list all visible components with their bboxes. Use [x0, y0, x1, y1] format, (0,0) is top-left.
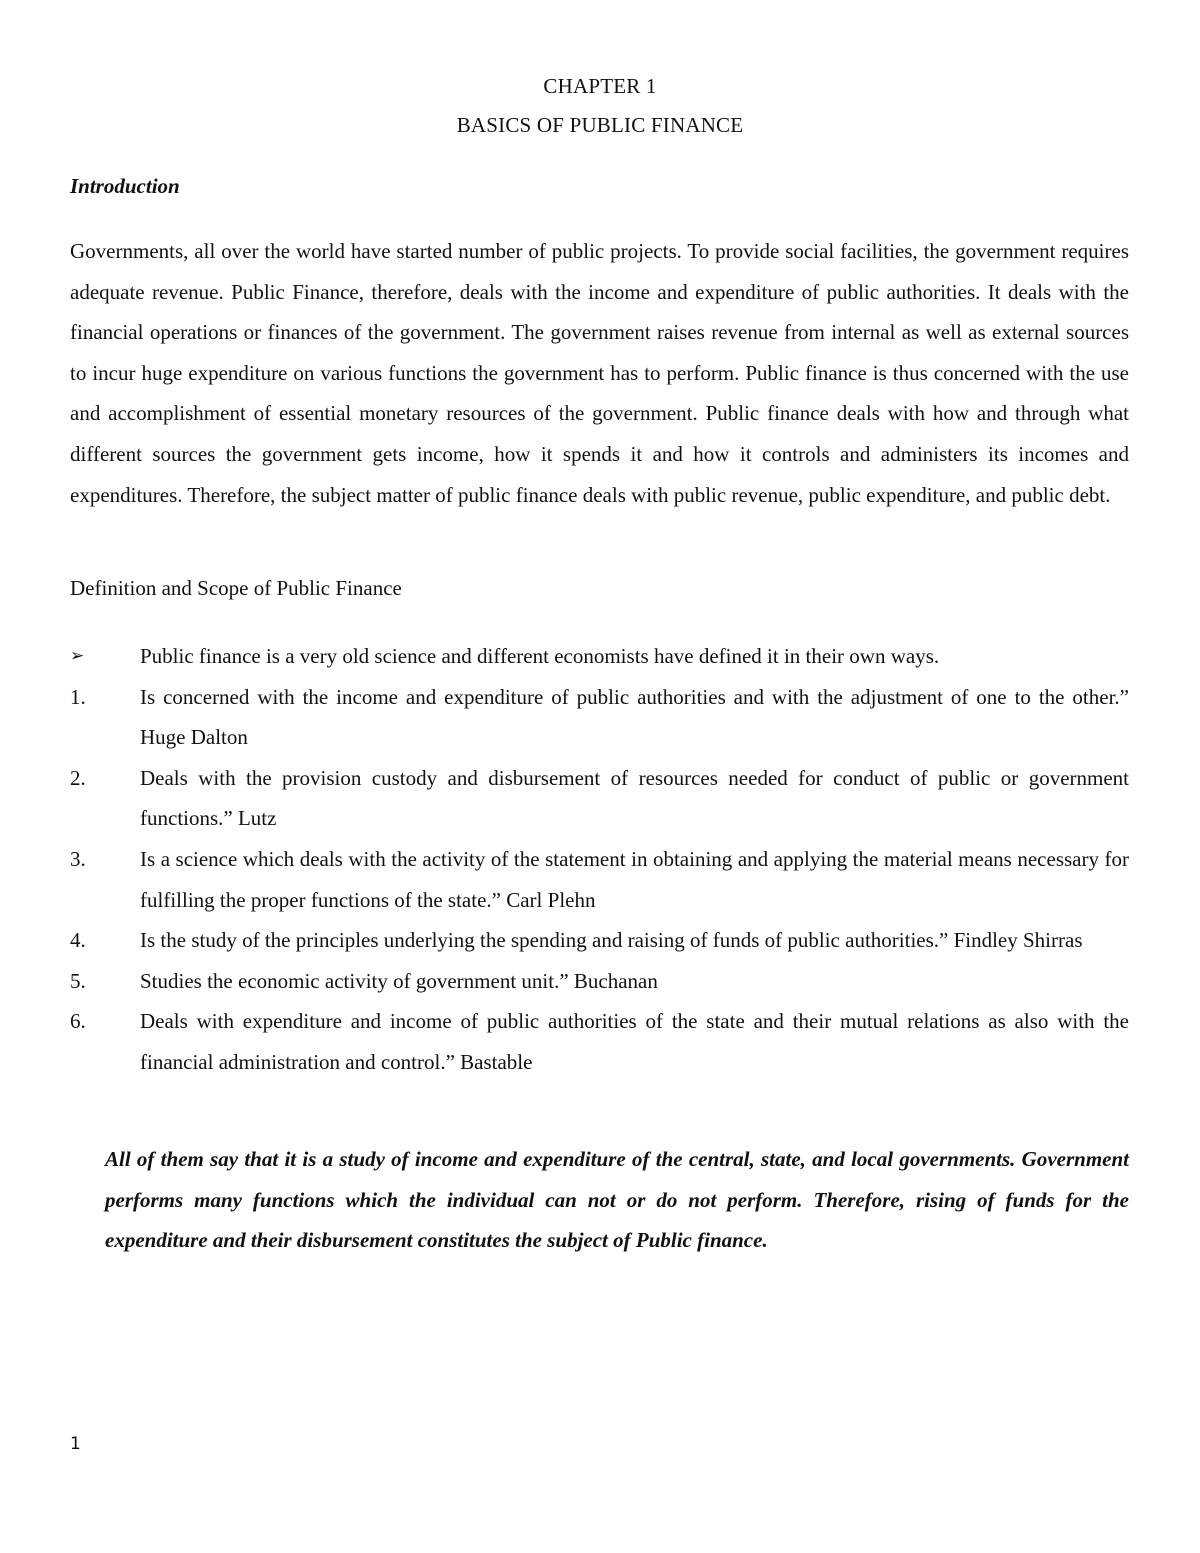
chapter-title: BASICS OF PUBLIC FINANCE — [456, 113, 744, 137]
summary-paragraph: All of them say that it is a study of income and expenditure of the central, state, and local governments. Government performs many functions which the individual can not or do not perform. Therefore, rising of funds for the expenditure and their disbursement constitutes the subject of Public finance. — [105, 1147, 1129, 1253]
list-item-text: Is concerned with the income and expenditure of public authorities and with the adjustment of one to the other.” Huge Dalton — [140, 684, 1129, 750]
arrow-bullet-icon: ➢ — [70, 646, 85, 666]
list-item — [70, 677, 1129, 758]
list-item-number: 1. — [70, 684, 86, 709]
list-item-number: 2. — [70, 765, 86, 790]
list-item-text: Public finance is a very old science and different economists have defined it in their own ways. — [140, 644, 940, 668]
list-item-text: Deals with the provision custody and disbursement of resources needed for conduct of public or government functions.” Lutz — [140, 765, 1129, 831]
list-item-text: Is the study of the principles underlying the spending and raising of funds of public authorities.” Findley Shirras — [140, 928, 1083, 953]
list-item-text: Is a science which deals with the activity of the statement in obtaining and applying the material means necessary for fulfilling the proper functions of the state.” Carl Plehn — [140, 846, 1129, 912]
page-number: 1 — [70, 1434, 81, 1454]
list-item-text: Studies the economic activity of government unit.” Buchanan — [140, 968, 658, 993]
introduction-paragraph: Governments, all over the world have started number of public projects. To provide social facilities, the government requires adequate revenue. Public Finance, therefore, deals with the income and expenditure of public authorities. It deals with the financial operations or finances of the government. The government raises revenue from internal as well as external sources to incur huge expenditure on various functions the government has to perform. Public finance is thus concerned with the use and accomplishment of essential monetary resources of the government. Public finance deals with how and through what different sources the government gets income, how it spends it and how it controls and administers its incomes and expenditures. Therefore, the subject matter of public finance deals with public revenue, public expenditure, and public debt. — [70, 239, 1129, 507]
list-item-number: 3. — [70, 846, 86, 871]
definitions-list — [70, 636, 1129, 1083]
list-item — [70, 1001, 1129, 1082]
list-item — [70, 961, 1129, 1002]
list-item — [70, 758, 1129, 839]
definition-section-heading: Definition and Scope of Public Finance — [70, 576, 402, 600]
list-item-number: 5. — [70, 968, 86, 993]
list-item-number: 4. — [70, 928, 86, 953]
chapter-number: CHAPTER 1 — [543, 74, 657, 98]
introduction-heading: Introduction — [70, 174, 180, 198]
list-item — [70, 920, 1129, 961]
list-item — [70, 839, 1129, 920]
list-item-bullet — [70, 636, 1129, 677]
list-item-number: 6. — [70, 1009, 86, 1034]
list-item-text: Deals with expenditure and income of public authorities of the state and their mutual relations as also with the financial administration and control.” Bastable — [140, 1009, 1129, 1074]
